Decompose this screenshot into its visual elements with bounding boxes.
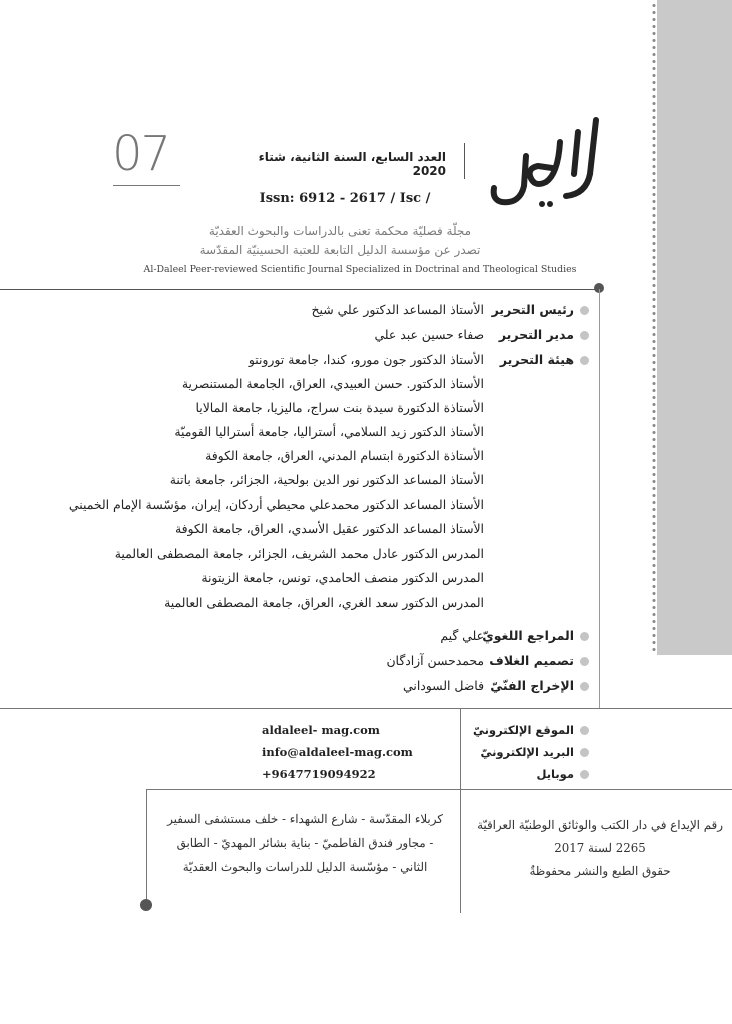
deposit-number: 2265 لسنة 2017 bbox=[554, 841, 646, 855]
issn: Issn: 6912 - 2617 / Isc / bbox=[259, 191, 431, 206]
board-member: الأستاذ المساعد الدكتور محمدعلي محيطي أردكان، إيران، مؤسّسة الإمام الخميني bbox=[68, 497, 484, 512]
email-value[interactable]: info@aldaleel-mag.com bbox=[262, 745, 413, 759]
proofreader-name: علي گيم bbox=[440, 628, 484, 643]
layout-artist-name: فاضل السوداني bbox=[403, 678, 484, 693]
label-mobile: موبايل bbox=[459, 767, 589, 781]
board-member: الأستاذة الدكتورة ابتسام المدني، العراق، جامعة الكوفة bbox=[205, 448, 484, 463]
role-editor-in-chief: رئيس التحرير bbox=[459, 302, 589, 317]
role-managing-editor: مدير التحرير bbox=[459, 327, 589, 342]
bullet-icon bbox=[580, 726, 589, 735]
board-member: الأستاذ الدكتور زيد السلامي، أستراليا، جامعة أستراليا القوميّة bbox=[174, 424, 484, 439]
divider-top bbox=[0, 289, 596, 290]
divider-contact bbox=[0, 708, 732, 709]
board-member: الأستاذة الدكتورة سيدة بنت سراج، ماليزيا، جامعة المالايا bbox=[195, 400, 484, 415]
address-line: الثاني - مؤسّسة الدليل للدراسات والبحوث العقديّة bbox=[182, 860, 428, 874]
bullet-icon bbox=[580, 748, 589, 757]
masthead-separator bbox=[464, 143, 465, 179]
issue-line: العدد السابع، السنة الثانية، شتاء 2020 bbox=[258, 150, 446, 178]
deposit-line: رقم الإيداع في دار الكتب والوثائق الوطنيّة العراقيّة bbox=[477, 818, 723, 832]
address-dot bbox=[140, 899, 152, 911]
bullet-icon bbox=[580, 682, 589, 691]
svg-text:الدليل: الدليل bbox=[544, 216, 548, 217]
bullet-icon bbox=[580, 657, 589, 666]
board-member: المدرس الدكتور عادل محمد الشريف، الجزائر، جامعة المصطفى العالمية bbox=[114, 546, 484, 561]
website-value[interactable]: aldaleel- mag.com bbox=[262, 723, 380, 737]
bullet-icon bbox=[580, 356, 589, 365]
board-member: المدرس الدكتور سعد الغري، العراق، جامعة المصطفى العالمية bbox=[164, 595, 484, 610]
labels-divider bbox=[599, 289, 600, 709]
editor-in-chief-name: الأستاذ المساعد الدكتور علي شيخ bbox=[311, 302, 484, 317]
mobile-value: +9647719094922 bbox=[262, 767, 376, 781]
role-layout: الإخراج الفنّيّ bbox=[459, 678, 589, 693]
label-email: البريد الإلكترونيّ bbox=[459, 745, 589, 759]
bullet-icon bbox=[580, 306, 589, 315]
divider-address bbox=[146, 789, 732, 790]
role-cover-design: تصميم الغلاف bbox=[459, 653, 589, 668]
subtitle-arabic-1: مجلّة فصليّة محكمة تعنى بالدراسات والبحوث العقديّة bbox=[208, 224, 472, 238]
board-member: الأستاذ المساعد الدكتور نور الدين بولحية، الجزائر، جامعة باتنة bbox=[169, 472, 484, 487]
board-member: الأستاذ المساعد الدكتور عقيل الأسدي، العراق، جامعة الكوفة bbox=[174, 521, 484, 536]
copyright-line: حقوق الطبع والنشر محفوظةٌ bbox=[529, 864, 671, 878]
dotted-edge bbox=[651, 2, 657, 654]
subtitle-arabic-2: تصدر عن مؤسسة الدليل التابعة للعتبة الحسينيّة المقدّسة bbox=[199, 243, 481, 257]
board-member: الأستاذ الدكتور. حسن العبيدي، العراق، الجامعة المستنصرية bbox=[181, 376, 484, 391]
cover-designer-name: محمدحسن آزادگان bbox=[386, 653, 484, 668]
subtitle-english: Al-Daleel Peer-reviewed Scientific Journal Specialized in Doctrinal and Theological Studies bbox=[143, 264, 577, 275]
contact-column-divider bbox=[460, 708, 461, 913]
bullet-icon bbox=[580, 632, 589, 641]
role-proofreader: المراجع اللغويّ bbox=[459, 628, 589, 643]
board-member: الأستاذ الدكتور جون مورو، كندا، جامعة تورونتو bbox=[248, 352, 484, 367]
address-line: - مجاور فندق الفاطميّ - بناية بشائر المهديّ - الطابق bbox=[176, 836, 434, 850]
role-editorial-board: هيئة التحرير bbox=[459, 352, 589, 367]
side-grey-band bbox=[657, 0, 732, 655]
issue-number-underline bbox=[113, 185, 180, 186]
board-member: المدرس الدكتور منصف الحامدي، تونس، جامعة الزيتونة bbox=[201, 570, 484, 585]
label-website: الموقع الإلكترونيّ bbox=[459, 723, 589, 737]
issue-number: 07 bbox=[112, 126, 170, 182]
address-line: كربلاء المقدّسة - شارع الشهداء - خلف مستشفى السفير bbox=[167, 812, 443, 826]
aldaleel-logo bbox=[486, 112, 606, 217]
bullet-icon bbox=[580, 331, 589, 340]
bullet-icon bbox=[580, 770, 589, 779]
address-left-line bbox=[146, 789, 147, 904]
managing-editor-name: صفاء حسين عبد علي bbox=[374, 327, 484, 342]
